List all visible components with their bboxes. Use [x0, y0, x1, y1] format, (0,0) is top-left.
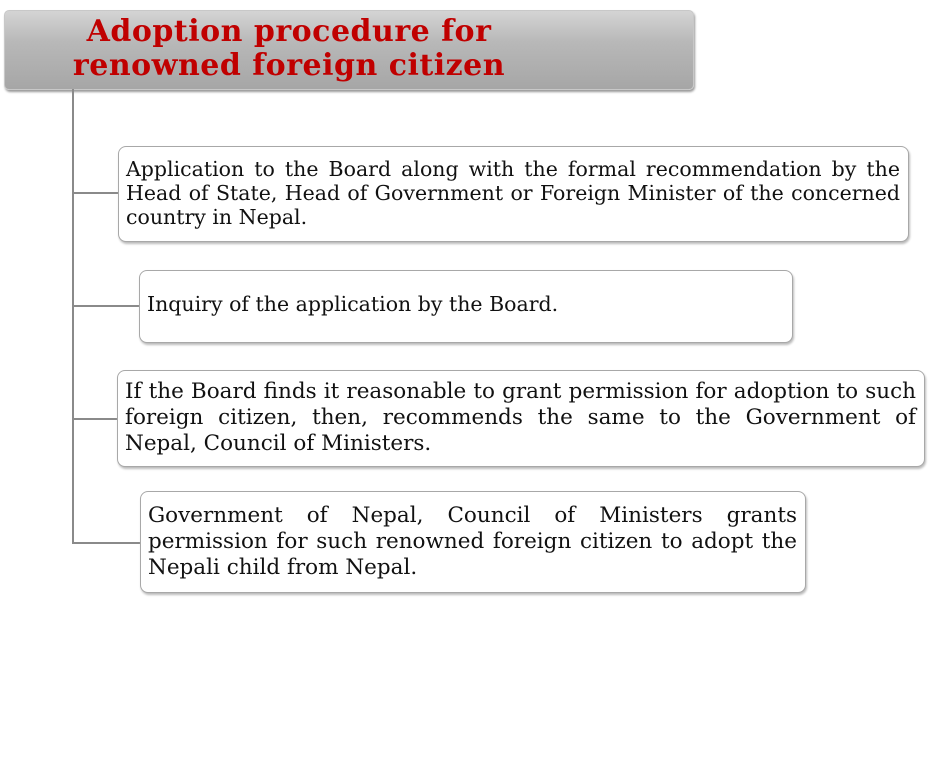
title-box	[4, 10, 694, 90]
connector-branch-4	[72, 542, 140, 544]
connector-trunk	[72, 89, 74, 544]
connector-branch-2	[72, 305, 139, 307]
step-text: Application to the Board along with the formal recommendation by the Head of State, Head of Government or Foreign Minister of the concerned country in Nepal.	[126, 157, 900, 229]
step-text: If the Board finds it reasonable to grant permission for adoption to such foreign citizen, then, recommends the same to the Government of Nepal, Council of Ministers.	[125, 379, 916, 456]
connector-branch-3	[72, 418, 117, 420]
step-box-1	[118, 146, 909, 242]
step-box-4	[140, 491, 806, 593]
step-text: Government of Nepal, Council of Ministers grants permission for such renowned foreign citizen to adopt the Nepali child from Nepal.	[148, 503, 797, 580]
diagram-title: Adoption procedure for renowned foreign citizen	[72, 14, 506, 83]
step-box-3	[117, 370, 925, 467]
connector-branch-1	[72, 192, 118, 194]
step-box-2	[139, 270, 793, 343]
step-text: Inquiry of the application by the Board.	[147, 292, 559, 316]
